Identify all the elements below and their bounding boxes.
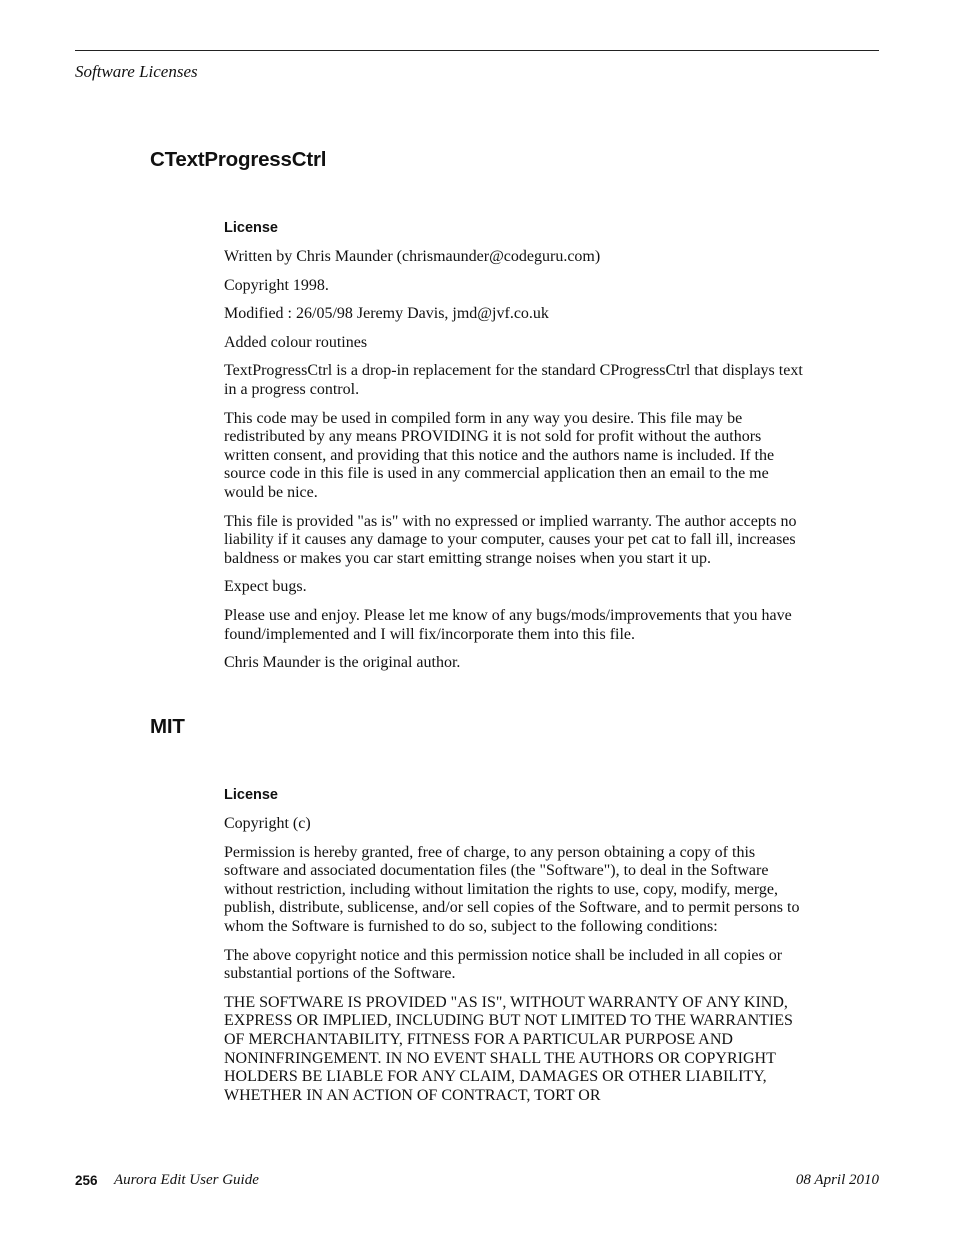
document-date: 08 April 2010 [795,1172,879,1188]
paragraph: Permission is hereby granted, free of charge, to any person obtaining a copy of this software and associated documentation files (the "Software"), to deal in the Software without restriction, including without limitation the rights to use, copy, modify, merge, publish, distribute, sublicense, and/or sell copies of the Software, and to permit persons to whom the Software is furnished to do so, subject to the following conditions: [224,843,800,935]
license-heading: License [224,787,278,803]
paragraph: Please use and enjoy. Please let me know of any bugs/mods/improvements that you have found/implemented and I will fix/incorporate them into this file. [224,606,792,643]
paragraph: Copyright (c) [224,815,311,832]
license-heading: License [224,220,278,236]
paragraph: This file is provided "as is" with no expressed or implied warranty. The author accepts no liability if it causes any damage to your computer, causes your pet cat to fall ill, increases baldness or makes you car start emitting strange noises when you start it up. [224,512,797,567]
paragraph: This code may be used in compiled form in any way you desire. This file may be redistributed by any means PROVIDING it is not sold for profit without the authors written consent, and providing that this notice and the authors name is included. If the source code in this file is used in any commercial application then an email to the me would be nice. [224,409,775,501]
paragraph: Added colour routines [224,333,368,351]
license-body-ctextprogressctrl [224,248,808,683]
license-body-mit [224,815,808,1115]
page-footer [75,1172,879,1192]
paragraph: The above copyright notice and this permission notice shall be included in all copies or substantial portions of the Software. [224,946,783,983]
page-number: 256 [75,1173,98,1188]
running-header: Software Licenses [75,62,198,81]
paragraph: Modified : 26/05/98 Jeremy Davis, jmd@jvf.co.uk [224,305,549,323]
section-title-mit: MIT [150,715,185,738]
paragraph: TextProgressCtrl is a drop-in replacement for the standard CProgressCtrl that displays text in a progress control. [224,362,803,398]
document-title: Aurora Edit User Guide [114,1172,259,1188]
paragraph: Written by Chris Maunder (chrismaunder@codeguru.com) [224,248,601,265]
header-rule [75,50,879,51]
paragraph: Expect bugs. [224,578,307,596]
paragraph: Copyright 1998. [224,276,329,294]
paragraph: Chris Maunder is the original author. [224,654,461,672]
paragraph: THE SOFTWARE IS PROVIDED "AS IS", WITHOUT WARRANTY OF ANY KIND, EXPRESS OR IMPLIED, INCLUDING BUT NOT LIMITED TO THE WARRANTIES OF MERCHANTABILITY, FITNESS FOR A PARTICULAR PURPOSE AND NONINFRINGEMENT. IN NO EVENT SHALL THE AUTHORS OR COPYRIGHT HOLDERS BE LIABLE FOR ANY CLAIM, DAMAGES OR OTHER LIABILITY, WHETHER IN AN ACTION OF CONTRACT, TORT OR [224,993,793,1104]
section-title-ctextprogressctrl: CTextProgressCtrl [150,148,327,171]
